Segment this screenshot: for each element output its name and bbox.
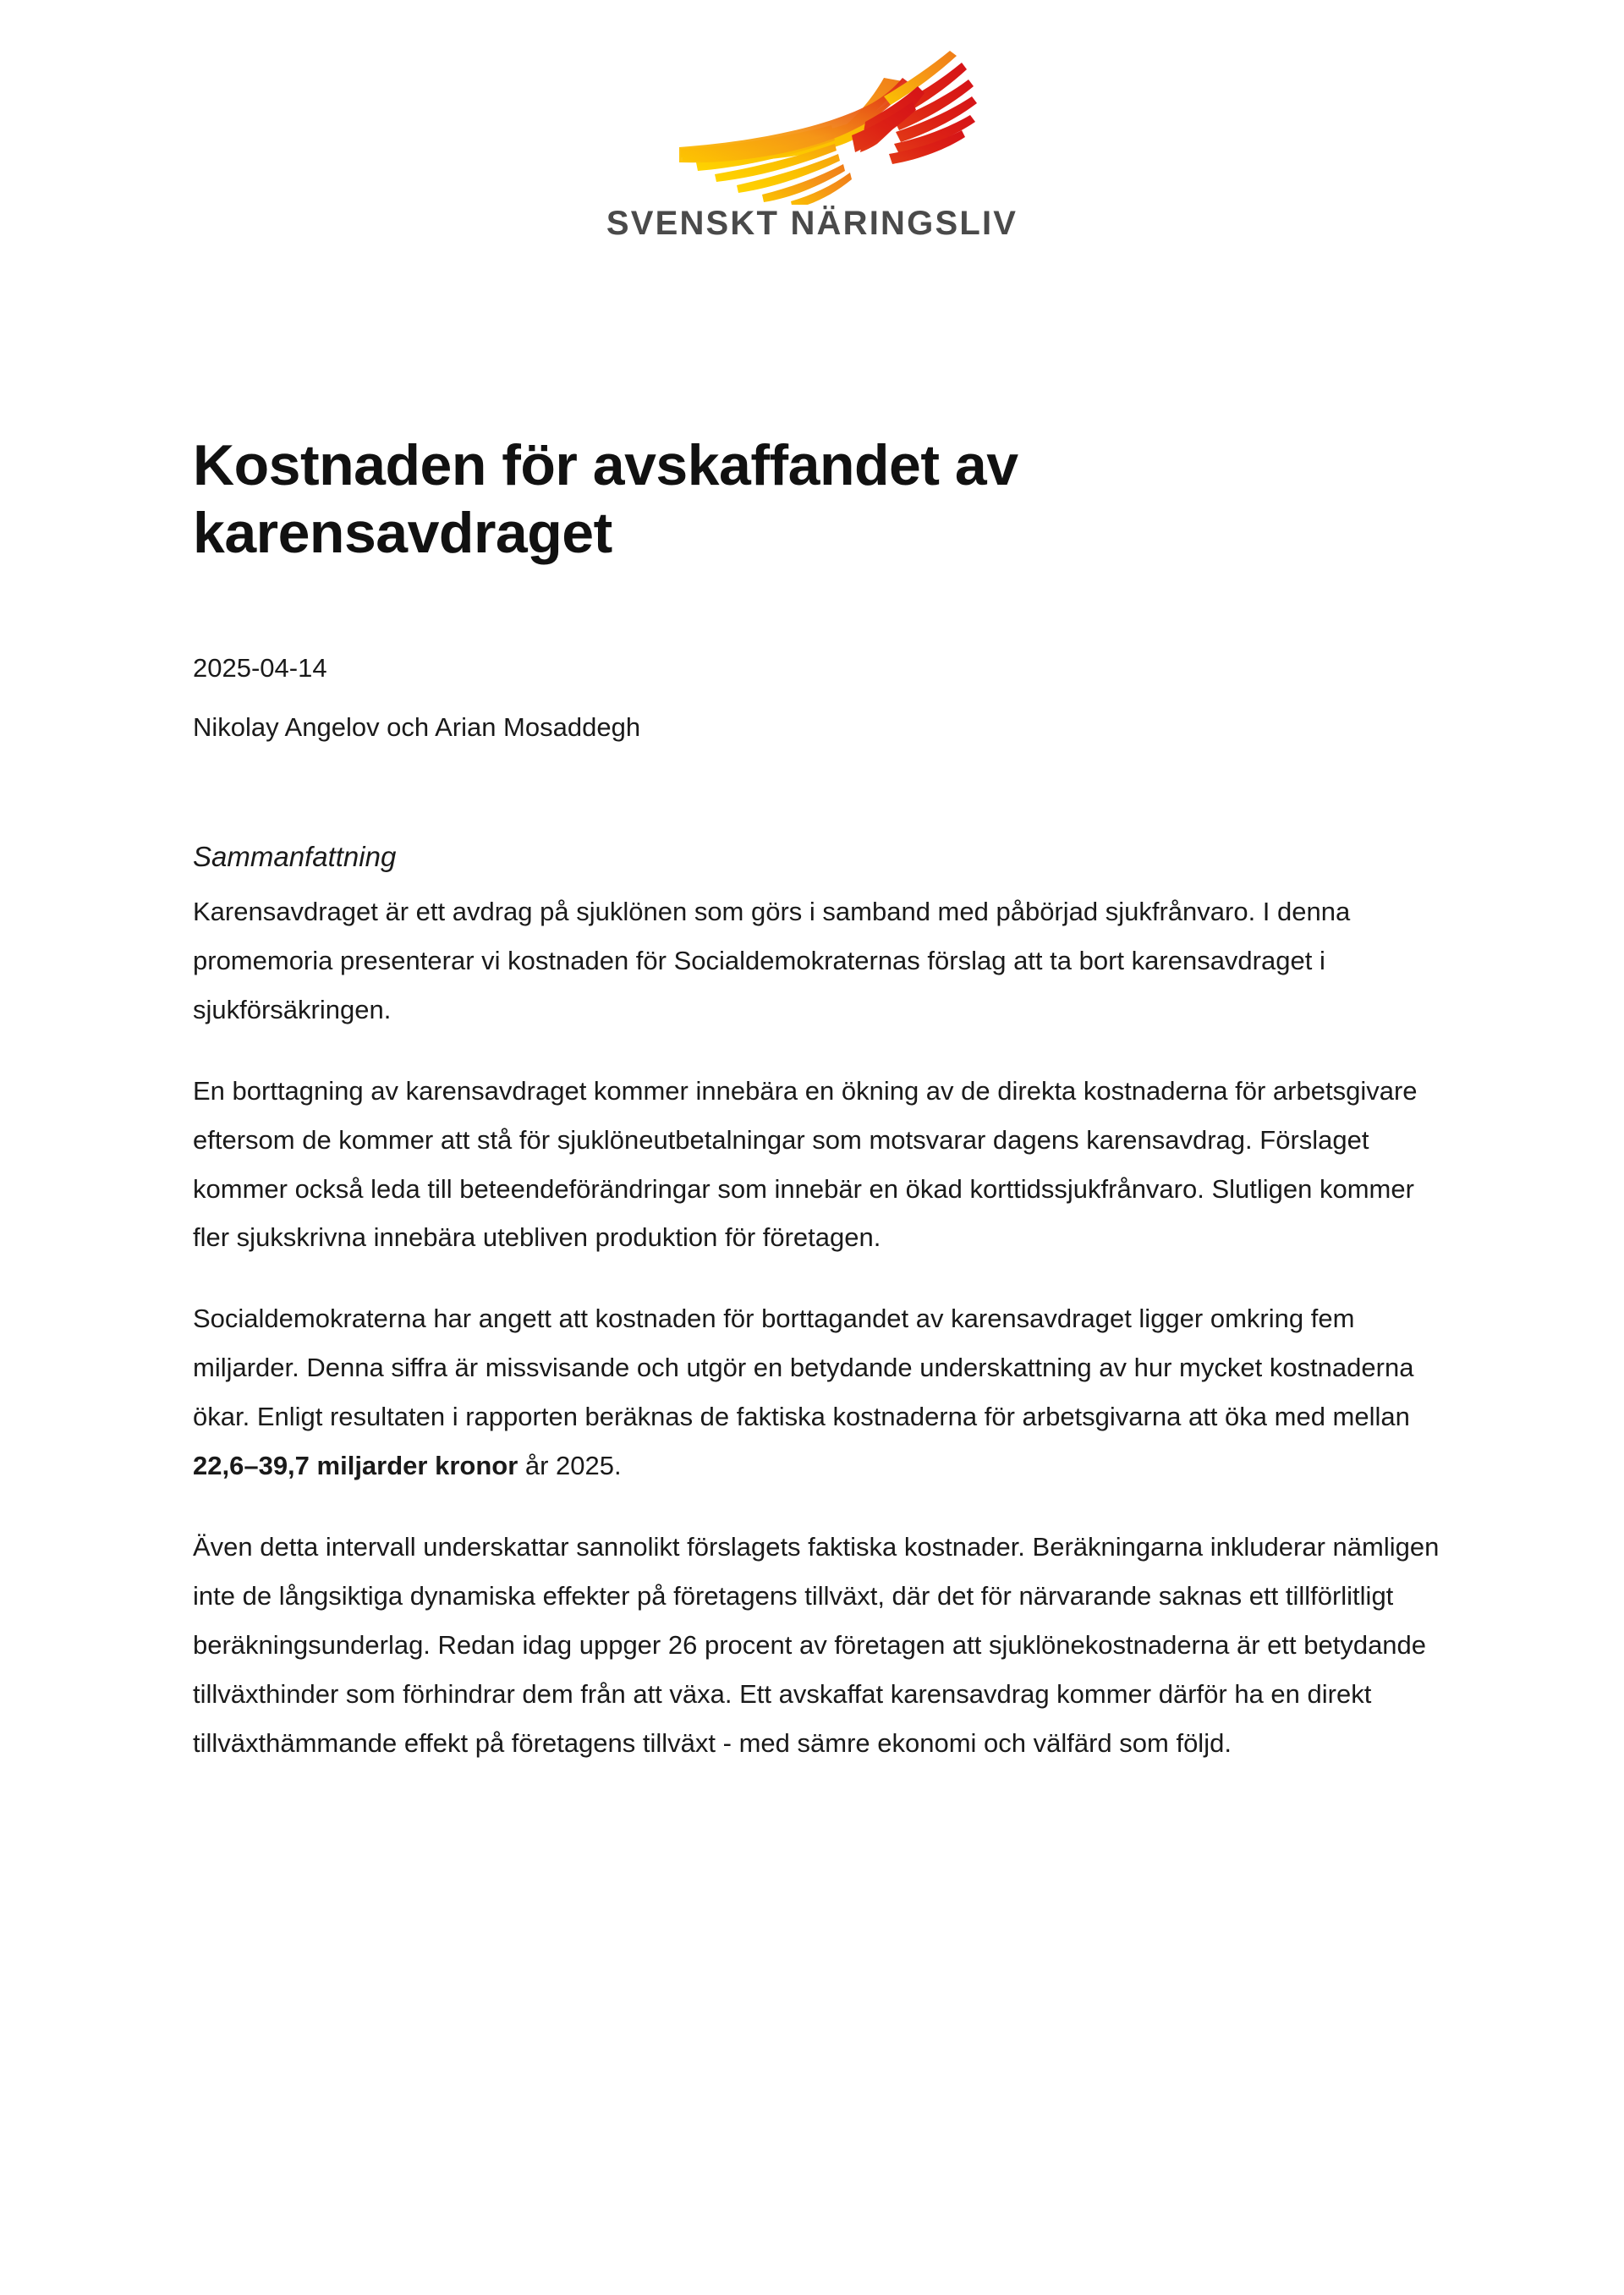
authors: Nikolay Angelov och Arian Mosaddegh [193,711,641,742]
publication-date: 2025-04-14 [193,653,327,684]
brand-wordmark: SVENSKT NÄRINGSLIV [606,205,1018,242]
wing-logo-icon [630,44,994,205]
summary-paragraph-4: Även detta intervall underskattar sannolikt förslagets faktiska kostnader. Beräkningarna inkluderar nämligen inte de långsiktiga dynamiska effekter på företagens tillväxt, där det för närvarande saknas ett tillförlitligt beräkningsunderlag. Redan idag uppger 26 procent av företagen att sjuklönekostnaderna är ett betydande tillväxthinder som förhindrar dem från att växa. Ett avskaffat karensavdrag kommer därför ha en direkt tillväxthämmande effekt på företagens tillväxt - med sämre ekonomi och välfärd som följd. [193,1532,1440,1759]
document-meta [193,651,1440,744]
summary-paragraph-3 [193,1294,1440,1491]
summary-heading: Sammanfattning [193,841,397,873]
paragraph-3-lead: Socialdemokraterna har angett att kostnaden för borttagandet av karensavdraget ligger omkring fem miljarder. Denna siffra är missvisande och utgör en betydande underskattning av hur mycket kostnaderna ökar. Enligt resultaten i rapporten beräknas de faktiska kostnaderna för arbetsgivarna att öka med mellan [193,1304,1414,1432]
cost-range-emphasis: 22,6–39,7 miljarder kronor [193,1451,518,1481]
summary-paragraph-2: En borttagning av karensavdraget kommer innebära en ökning av de direkta kostnaderna för arbetsgivare eftersom de kommer att stå för sjuklöneutbetalningar som motsvarar dagens karensavdrag. Förslaget kommer också leda till beteendeförändringar som innebär en ökad korttidssjukfrånvaro. Slutligen kommer fler sjukskrivna innebära utebliven produktion för företagen. [193,1075,1418,1253]
paragraph-3-tail: år 2025. [518,1451,622,1481]
page-title: Kostnaden för avskaffandet av karensavdraget [193,433,1018,566]
document-content [193,431,1440,1768]
brand-logo [0,44,1624,240]
summary-paragraph-1: Karensavdraget är ett avdrag på sjuklönen som görs i samband med påbörjad sjukfrånvaro. I denna promemoria presenterar vi kostnaden för Socialdemokraternas förslag att ta bort karensavdraget i sjukförsäkringen. [193,896,1351,1024]
